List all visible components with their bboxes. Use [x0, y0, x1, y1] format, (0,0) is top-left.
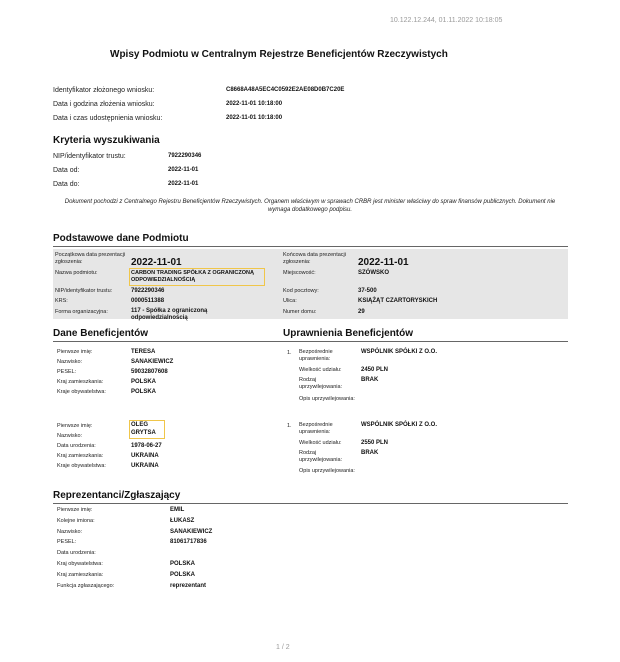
- end-date-label: Końcowa data prezentacji zgłoszenia:: [283, 252, 346, 265]
- city-value: SZÓWSKO: [358, 270, 389, 276]
- b1-pesel-value: 59032807608: [131, 369, 168, 375]
- b1-residence-label: Kraj zamieszkania:: [57, 379, 104, 385]
- beneficiaries-title: Dane Beneficjentów: [53, 328, 149, 339]
- b1-citizenship-value: POLSKA: [131, 389, 157, 395]
- b2-last-label: Nazwisko:: [57, 433, 83, 439]
- section-divider: [53, 341, 568, 342]
- b1-residence-value: POLSKA: [131, 379, 157, 385]
- entity-name-value: CARBON TRADING SPÓŁKA Z OGRANICZONĄ ODPOWIEDZIALNOŚCIĄ: [131, 270, 254, 283]
- b2-first-label: Pierwsze imię:: [57, 423, 93, 429]
- rep-dob-label: Data urodzenia:: [57, 550, 96, 556]
- r1-kind-label: Rodzaj uprzywilejowania:: [299, 377, 343, 390]
- start-date-value: 2022-11-01: [131, 257, 182, 268]
- b2-dob-value: 1978-06-27: [131, 443, 162, 449]
- rep-role-value: reprezentant: [170, 583, 207, 589]
- rep-residence-label: Kraj zamieszkania:: [57, 572, 104, 578]
- r1-direct-label: Bezpośrednie uprawnienia:: [299, 349, 333, 362]
- house-value: 29: [358, 309, 365, 315]
- rep-residence-value: POLSKA: [170, 572, 196, 578]
- postal-value: 37-500: [358, 288, 377, 294]
- r2-direct-label: Bezpośrednie uprawnienia:: [299, 422, 333, 435]
- page-number: 1 / 2: [276, 644, 290, 651]
- city-label: Miejscowość:: [283, 270, 316, 276]
- shared-value: 2022-11-01 10:18:00: [226, 115, 283, 121]
- r2-share-label: Wielkość udziału:: [299, 440, 342, 446]
- r1-direct-value: WSPÓLNIK SPÓŁKI Z O.O.: [361, 349, 438, 355]
- b1-citizenship-label: Kraje obywatelstwa:: [57, 389, 106, 395]
- b2-residence-label: Kraj zamieszkania:: [57, 453, 104, 459]
- end-date-value: 2022-11-01: [358, 257, 409, 268]
- rep-role-label: Funkcja zgłaszającego:: [57, 583, 115, 589]
- shared-label: Data i czas udostępnienia wniosku:: [53, 115, 163, 122]
- rep-pesel-value: 81061717836: [170, 539, 207, 545]
- street-label: Ulica:: [283, 298, 297, 304]
- r2-kind-value: BRAK: [361, 450, 379, 456]
- rep-other-label: Kolejne imiona:: [57, 518, 95, 524]
- r1-number: 1.: [287, 350, 292, 356]
- submitted-label: Data i godzina złożenia wniosku:: [53, 101, 155, 108]
- application-id-label: Identyfikator złożonego wniosku:: [53, 87, 155, 94]
- rep-citizenship-value: POLSKA: [170, 561, 196, 567]
- rep-pesel-label: PESEL:: [57, 539, 77, 545]
- r2-kind-label: Rodzaj uprzywilejowania:: [299, 450, 343, 463]
- application-id-value: C8668A48A5EC4C0592E2AE08D0B7C20E: [226, 87, 345, 93]
- krs-label: KRS:: [55, 298, 68, 304]
- house-label: Numer domu:: [283, 309, 317, 315]
- submitted-value: 2022-11-01 10:18:00: [226, 101, 283, 107]
- r1-share-label: Wielkość udziału:: [299, 367, 342, 373]
- basic-nip-label: NIP/identyfikator trustu:: [55, 288, 113, 294]
- rights-title: Uprawnienia Beneficjentów: [283, 328, 414, 339]
- section-divider: [53, 246, 568, 247]
- r2-share-value: 2550 PLN: [361, 440, 389, 446]
- b2-last-value: GRYTSA: [131, 430, 156, 436]
- criteria-nip-value: 7922290346: [168, 153, 202, 159]
- rep-last-label: Nazwisko:: [57, 529, 83, 535]
- r1-desc-label: Opis uprzywilejowania:: [299, 396, 355, 402]
- b1-pesel-label: PESEL:: [57, 369, 77, 375]
- rep-first-value: EMIL: [170, 507, 185, 513]
- b1-first-value: TERESA: [131, 349, 156, 355]
- b2-citizenship-label: Kraje obywatelstwa:: [57, 463, 106, 469]
- b2-residence-value: UKRAINA: [131, 453, 159, 459]
- form-label: Forma organizacyjna:: [55, 309, 108, 315]
- print-header: 10.122.12.244, 01.11.2022 10:18:05: [390, 17, 503, 24]
- criteria-from-label: Data od:: [53, 167, 80, 174]
- rep-citizenship-label: Kraj obywatelstwa:: [57, 561, 103, 567]
- rep-other-value: ŁUKASZ: [170, 518, 195, 524]
- basic-data-title: Podstawowe dane Podmiotu: [53, 233, 189, 244]
- r1-share-value: 2450 PLN: [361, 367, 389, 373]
- representatives-title: Reprezentanci/Zgłaszający: [53, 490, 181, 501]
- b2-citizenship-value: UKRAINA: [131, 463, 159, 469]
- street-value: KSIĄŻĄT CZARTORYSKICH: [358, 298, 438, 304]
- r2-number: 1.: [287, 423, 292, 429]
- basic-nip-value: 7922290346: [131, 288, 165, 294]
- registry-notice: Dokument pochodzi z Centralnego Rejestru Beneficjentów Rzeczywistych. Organem właściwym w sprawach CRBR jest minister właściwy do spraw finansów publicznych. Dokument nie wymaga dodatkowego podpisu.: [64, 199, 556, 213]
- r1-kind-value: BRAK: [361, 377, 379, 383]
- criteria-from-value: 2022-11-01: [168, 167, 199, 173]
- criteria-to-value: 2022-11-01: [168, 181, 199, 187]
- entity-name-label: Nazwa podmiotu:: [55, 270, 98, 276]
- b2-first-value: OLEG: [131, 422, 149, 428]
- postal-label: Kod pocztowy:: [283, 288, 319, 294]
- criteria-to-label: Data do:: [53, 181, 80, 188]
- rep-last-value: SANAKIEWICZ: [170, 529, 213, 535]
- rep-first-label: Pierwsze imię:: [57, 507, 93, 513]
- b1-last-label: Nazwisko:: [57, 359, 83, 365]
- section-divider: [53, 503, 568, 504]
- krs-value: 0000511388: [131, 298, 165, 304]
- b1-last-value: SANAKIEWICZ: [131, 359, 174, 365]
- r2-desc-label: Opis uprzywilejowania:: [299, 468, 355, 474]
- form-value: 117 - Spółka z ograniczoną odpowiedzialnością: [131, 308, 208, 321]
- criteria-title: Kryteria wyszukiwania: [53, 135, 160, 146]
- start-date-label: Początkowa data prezentacji zgłoszenia:: [55, 252, 126, 265]
- b2-dob-label: Data urodzenia:: [57, 443, 96, 449]
- r2-direct-value: WSPÓLNIK SPÓŁKI Z O.O.: [361, 422, 438, 428]
- b1-first-label: Pierwsze imię:: [57, 349, 93, 355]
- document-title: Wpisy Podmiotu w Centralnym Rejestrze Beneficjentów Rzeczywistych: [110, 49, 448, 60]
- criteria-nip-label: NIP/identyfikator trustu:: [53, 153, 126, 160]
